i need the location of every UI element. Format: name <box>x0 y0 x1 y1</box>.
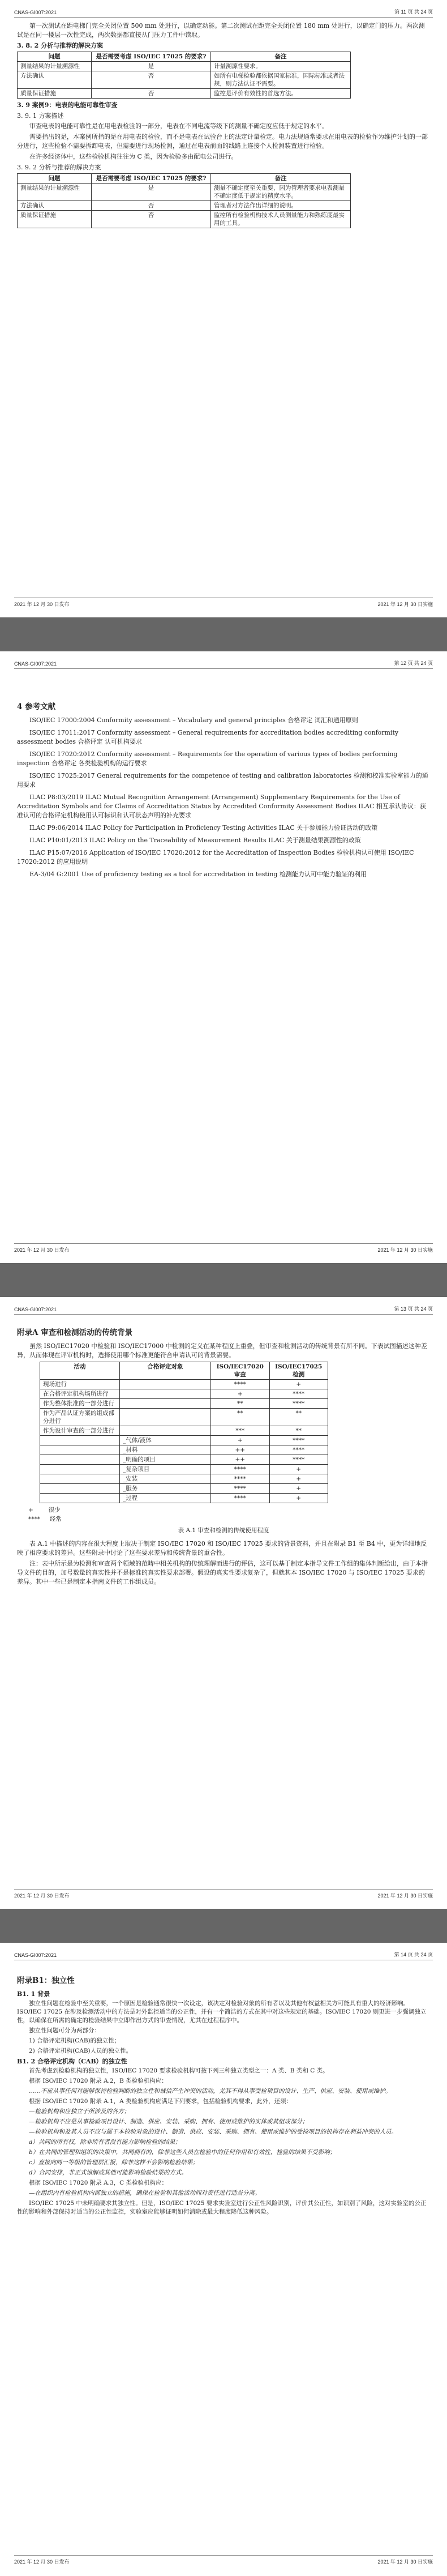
reference-item: ISO/IEC 17011:2017 Conformity assessment – General requirements for accreditation bodies accrediting conformity assessment bodies 合格评定 认可机构要求 <box>17 729 399 745</box>
table-cell: 作为设计审查的一部分进行 <box>40 1426 120 1436</box>
reference-item: ILAC P8:03/2019 ILAC Mutual Recognition Arrangement (Arrangement) Supplementary Requirements for the Use of Accreditation Symbols and for Claims of Accreditation Status by Accredited Conformity Assessment Bodies ILAC 相互承认协议：获准认可的合格评定机构使用认可标识和认可状态声明的补充要求 <box>17 794 426 819</box>
page-header <box>14 0 433 18</box>
table-cell <box>120 1399 211 1409</box>
table-cell: + <box>269 1465 328 1474</box>
doc-code: CNAS-GI007:2021 <box>14 661 57 667</box>
table-cell: _服务 <box>120 1484 211 1494</box>
table-cell: 在合格评定机构场所进行 <box>40 1389 120 1399</box>
quote: a）共同的所有权，除非所有者没有能力影响检验的结果； <box>29 2139 181 2146</box>
table-row <box>18 211 351 228</box>
table-cell: **** <box>211 1494 270 1503</box>
table-cell: + <box>269 1474 328 1484</box>
table-row <box>40 1399 328 1409</box>
table-cell: 监控是评价有效性的首选方法。 <box>211 89 351 99</box>
quote: b）在共同的管理和组织的决策中，共同拥有的，除非这些人员在检验中的任何作用和有效性，检验的结果不受影响； <box>29 2149 336 2156</box>
table-cell: ++ <box>211 1455 270 1465</box>
table-cell: _明确的项目 <box>120 1455 211 1465</box>
table-cell <box>120 1426 211 1436</box>
quote: d）合同安排，非正式谅解或其他可能影响检验结果的方式。 <box>29 2169 187 2176</box>
analysis-table <box>17 173 351 228</box>
table-header: 问题 <box>18 174 92 184</box>
doc-code: CNAS-GI007:2021 <box>14 1307 57 1312</box>
paragraph-note: 注：表中所示是为检测和审查两个领域的范畴中相关机构的传统理解而进行的评估，这可以基于制定本指导文件工作组的集体判断给出，由于本指导文件的目的，加号数量的真实性并不是标准的真实性要求部署。假设的真实性要求复杂了，但就其本 ISO/IEC 17020 与 ISO/IEC 17025 要求的差异。其中一些已是制定本指南文件的工作组成员。 <box>17 1560 428 1585</box>
reference-item: ILAC P9:06/2014 ILAC Policy for Participation in Proficiency Testing Activities ILAC 关于参加能力验证活动的政策 <box>29 824 378 831</box>
table-cell: ** <box>269 1426 328 1436</box>
table-cell: **** <box>211 1380 270 1389</box>
table-cell: **** <box>269 1389 328 1399</box>
page-number: 第 12 页 共 24 页 <box>394 660 433 666</box>
table-cell: + <box>269 1380 328 1389</box>
table-cell: 质量保证措施 <box>18 211 92 228</box>
reference-item: EA-3/04 G:2001 Use of proficiency testing as a tool for accreditation in testing 检测能力认可中能力验证的利用 <box>29 871 367 878</box>
table-cell <box>120 1380 211 1389</box>
table-cell: 作为产品认证方案的组成部分进行 <box>40 1409 120 1426</box>
table-cell: **** <box>269 1436 328 1445</box>
paragraph: 审查电表的电能可靠性是在用电表检验的一部分，电表在不同电流等级下的测量不确定度应低于规定的水平。 <box>29 122 328 130</box>
section-heading: 3. 9. 2 分析与推荐的解决方案 <box>17 164 101 171</box>
table-cell: 是 <box>92 62 211 71</box>
table-row <box>18 184 351 201</box>
page-footer <box>14 1243 433 1259</box>
quote: ……不应从事任何对能够保持检验判断的独立性和诚信产生冲突的活动，尤其不得从事受检项目的设计、生产、供应、安装、使用或维护。 <box>29 2088 392 2095</box>
table-row <box>18 62 351 71</box>
table-cell: 否 <box>92 89 211 99</box>
paragraph: 首先考虑到检验机构的独立性，ISO/IEC 17020 要求检验机构可按下列三种独立类型之一：A 类、B 类和 C 类。 <box>29 2067 329 2074</box>
table-cell: _气体/液体 <box>120 1436 211 1445</box>
table-row <box>40 1494 328 1503</box>
page-header <box>14 1943 433 1960</box>
appendix-heading: 附录A 审查和检测活动的传统背景 <box>17 1328 133 1337</box>
table-cell: 如所有电梯检验都依据国家标准，国际标准或者法规，则方法认证不需要。 <box>211 71 351 89</box>
paragraph: 表 A.1 中描述的内容在很大程度上取决于制定 ISO/IEC 17020 和 ISO/IEC 17025 要求的背景资料，并且在附录 B1 至 B4 中，更为详细地反映了相应要求的差异。这些附录中讨论了这些要求差异和传统背景的重合性。 <box>17 1540 427 1556</box>
table-cell: 方法确认 <box>18 201 92 211</box>
page-header <box>14 1297 433 1315</box>
section-heading: 3. 9. 1 方案描述 <box>17 112 64 120</box>
table-header: ISO/IEC17025 检测 <box>269 1362 328 1380</box>
table-cell: **** <box>269 1455 328 1465</box>
document-page <box>0 0 447 617</box>
issue-date: 2021 年 12 月 30 日发布 <box>14 2559 70 2565</box>
table-cell: _安装 <box>120 1474 211 1484</box>
table-cell: 监控所有检验机构技术人员测量能力和熟练度最实用的工具。 <box>211 211 351 228</box>
paragraph: 独立性问题在检验中至关重要，一个原因是检验通常很快一次设定，该决定对检验对象的所有者以及其他有权益相关方可能具有重大的经济影响。ISO/IEC 17025 在涉及检测活动中的方法是对外监控适当的公正性，并有一个简洁的方式在其中对这些规定的基础。ISO/IEC 17020 则更进一步强调独立性，以确保在所需的确定的检验结果中立即作出方式的审查情况，尤其在过程程序中。 <box>17 2000 427 2024</box>
issue-date: 2021 年 12 月 30 日发布 <box>14 1247 70 1253</box>
table-cell: ++ <box>211 1445 270 1455</box>
table-row <box>40 1465 328 1474</box>
table-cell <box>40 1494 120 1503</box>
table-cell: 计量溯源性要求。 <box>211 62 351 71</box>
table-cell: **** <box>211 1474 270 1484</box>
table-cell: 测量结果的计量溯源性 <box>18 62 92 71</box>
section-heading: 3. 9 案例9：电表的电能可靠性审查 <box>17 101 118 109</box>
page-header <box>14 651 433 669</box>
implement-date: 2021 年 12 月 30 日实施 <box>377 602 433 607</box>
table-cell: + <box>269 1484 328 1494</box>
reference-item: ISO/IEC 17000:2004 Conformity assessment – Vocabulary and general principles 合格评定 词汇和通用原则 <box>29 716 358 724</box>
paragraph: 在许多经济体中，这些检验机构往往为 C 类，因为检验多由配电公司进行。 <box>29 153 238 160</box>
paragraph: 根据 ISO/IEC 17020 附录 A.1，A 类检验机构应满足下列要求，包括检验机构要求，此外，还须： <box>29 2098 293 2105</box>
table-cell <box>40 1455 120 1465</box>
quote: —检验机构和应独立于所涉及的各方； <box>29 2108 130 2115</box>
chapter-heading: 4 参考文献 <box>17 702 56 711</box>
doc-code: CNAS-GI007:2021 <box>14 10 57 15</box>
table-row <box>40 1484 328 1494</box>
paragraph: 根据 ISO/IEC 17020 附录 A.2，B 类检验机构应： <box>29 2078 167 2084</box>
table-cell <box>120 1409 211 1426</box>
table-cell: + <box>211 1436 270 1445</box>
implement-date: 2021 年 12 月 30 日实施 <box>377 1893 433 1899</box>
table-cell: ** <box>211 1409 270 1426</box>
paragraph: 根据 ISO/IEC 17020 附录 A.3，C 类检验机构应： <box>29 2180 168 2186</box>
table-header: 问题 <box>18 52 92 62</box>
table-cell: _复杂项目 <box>120 1465 211 1474</box>
table-cell: _材料 <box>120 1445 211 1455</box>
quote: —在组织内有检验机构内部独立的措施，确保在检验和其他活动间对责任进行适当分离。 <box>29 2190 261 2197</box>
table-row <box>40 1445 328 1455</box>
section-heading: 3. 8. 2 分析与推荐的解决方案 <box>17 42 104 49</box>
section-heading: B1. 2 合格评定机构（CAB）的独立性 <box>17 2058 127 2065</box>
table-cell: **** <box>269 1445 328 1455</box>
reference-item: ISO/IEC 17025:2017 General requirements for the competence of testing and calibration laboratories 检测和校准实验室能力的通用要求 <box>17 772 428 788</box>
quote: c）直接向同一等级的管理层汇报，除非这样不会影响检验结果； <box>29 2159 199 2166</box>
table-header: 是否需要考虑 ISO/IEC 17025 的要求? <box>92 52 211 62</box>
document-page <box>0 1297 447 1909</box>
table-header: ISO/IEC17020 审查 <box>211 1362 270 1380</box>
paragraph: 独立性问题可分为两部分： <box>29 2027 100 2034</box>
table-cell: ** <box>269 1409 328 1426</box>
table-row <box>18 201 351 211</box>
table-row <box>40 1380 328 1389</box>
table-header: 备注 <box>211 174 351 184</box>
implement-date: 2021 年 12 月 30 日实施 <box>377 1247 433 1253</box>
paragraph: 需要指出的是，本案例所指的是在用电表的检验，而不是电表在试验台上的法定计量检定。电力法规通常要求在用电表的检验作为维护计划的一部分进行，这些检验不需要拆卸电表，但需要进行现场检测，通过在电表前面的线路上连接个人检测装置进行检验。 <box>17 133 428 150</box>
table-cell: 否 <box>92 211 211 228</box>
page-number: 第 11 页 共 24 页 <box>394 9 433 15</box>
table-cell: **** <box>211 1484 270 1494</box>
table-row <box>18 71 351 89</box>
page-number: 第 14 页 共 24 页 <box>394 1952 433 1957</box>
page-number: 第 13 页 共 24 页 <box>394 1306 433 1312</box>
doc-code: CNAS-GI007:2021 <box>14 1952 57 1958</box>
activity-table <box>40 1362 328 1503</box>
table-cell: + <box>211 1389 270 1399</box>
table-header: 合格评定对象 <box>120 1362 211 1380</box>
table-header: 活动 <box>40 1362 120 1380</box>
reference-item: ILAC P10:01/2013 ILAC Policy on the Traceability of Measurement Results ILAC 关于测量结果溯源性的政策 <box>29 837 361 844</box>
table-cell <box>40 1484 120 1494</box>
table-cell: 管理者对方法作出详细的说明。 <box>211 201 351 211</box>
table-header: 是否需要考虑 ISO/IEC 17025 的要求? <box>92 174 211 184</box>
table-cell: 否 <box>92 71 211 89</box>
reference-item: ISO/IEC 17020:2012 Conformity assessment – Requirements for the operation of various types of bodies performing inspection 合格评定 各类检验机构的运行要求 <box>17 750 398 767</box>
table-header: 备注 <box>211 52 351 62</box>
legend-rare: + 很少 <box>28 1507 61 1513</box>
list-item: 2) 合格评定机构(CAB)人员的独立性。 <box>29 2048 132 2054</box>
quote: —检验机构和及其人员不应与属于本检验对象的设计、制造、供应、安装、采购、拥有、使用或维护的受检项目的机构存在利益冲突的人员。 <box>29 2129 397 2135</box>
table-cell <box>40 1465 120 1474</box>
table-caption: 表 A.1 审查和检测的传统使用程度 <box>178 1527 269 1534</box>
table-cell: _过程 <box>120 1494 211 1503</box>
table-row <box>40 1389 328 1399</box>
issue-date: 2021 年 12 月 30 日发布 <box>14 1893 70 1899</box>
table-cell <box>40 1445 120 1455</box>
document-page <box>0 1943 447 2576</box>
table-cell: 方法确认 <box>18 71 92 89</box>
table-cell <box>40 1436 120 1445</box>
list-item: 1) 合格评定机构(CAB)的独立性； <box>29 2037 121 2044</box>
table-cell: 测量不确定度至关重要，因为管理者要求电表测量不确定度低于规定的精度水平。 <box>211 184 351 201</box>
table-row <box>40 1455 328 1465</box>
table-cell: **** <box>269 1399 328 1409</box>
page-footer <box>14 2555 433 2570</box>
table-row <box>40 1436 328 1445</box>
table-row <box>18 89 351 99</box>
table-cell: ** <box>211 1399 270 1409</box>
issue-date: 2021 年 12 月 30 日发布 <box>14 602 70 607</box>
table-cell: 作为整体批准的一部分进行 <box>40 1399 120 1409</box>
table-cell <box>120 1389 211 1399</box>
table-cell: 否 <box>92 201 211 211</box>
table-cell <box>40 1474 120 1484</box>
table-cell: *** <box>211 1426 270 1436</box>
legend-often: **** 经常 <box>28 1516 62 1522</box>
table-row <box>40 1409 328 1426</box>
table-row <box>40 1474 328 1484</box>
page-footer <box>14 598 433 613</box>
table-cell: **** <box>211 1465 270 1474</box>
table-cell: 现场进行 <box>40 1380 120 1389</box>
document-page <box>0 651 447 1263</box>
implement-date: 2021 年 12 月 30 日实施 <box>377 2559 433 2565</box>
quote: —检验机构不应是从事检验项目设计、制造、供应、安装、采购、拥有、使用或维护的实体或其组成部分； <box>29 2118 308 2125</box>
paragraph: 第一次测试在距电梯门完全关闭位置 500 mm 处进行，以确定动能。第二次测试在距完全关闭位置 180 mm 处进行，以确定门的压力。两次测试是在同一楼层一次性完成，两次数据都直接从门压力工件中读取。 <box>17 22 425 39</box>
analysis-table <box>17 52 351 99</box>
table-cell: 质量保证措施 <box>18 89 92 99</box>
paragraph: ISO/IEC 17025 中未明确要求其独立性。但是，ISO/IEC 17025 要求实验室进行公正性风险识别，评价其公正性，如识别了风险，这对实验室的公正性的影响和外部保持对适当的公正性监控，实验室应能够证明如何消除或最大程度降低这种风险。 <box>17 2200 427 2215</box>
table-row <box>40 1426 328 1436</box>
table-cell: 是 <box>92 184 211 201</box>
paragraph: 虽然 ISO/IEC17020 中检验和 ISO/IEC17000 中检测的定义在某种程度上重叠，但审查和检测活动的传统背景有所不同。下表试图描述这种差异，从而体现在评审机构时，选择使用哪个标准更能符合申请认可的背景需要。 <box>17 1342 427 1359</box>
table-cell: 测量结果的计量溯源性 <box>18 184 92 201</box>
section-heading: B1. 1 背景 <box>17 1990 50 1998</box>
page-footer <box>14 1889 433 1904</box>
appendix-heading: 附录B1：独立性 <box>17 1976 75 1985</box>
reference-item: ILAC P15:07/2016 Application of ISO/IEC 17020:2012 for the Accreditation of Inspection Bodies 检验机构认可使用 ISO/IEC 17020:2012 的应用说明 <box>17 849 414 865</box>
table-cell: + <box>269 1494 328 1503</box>
